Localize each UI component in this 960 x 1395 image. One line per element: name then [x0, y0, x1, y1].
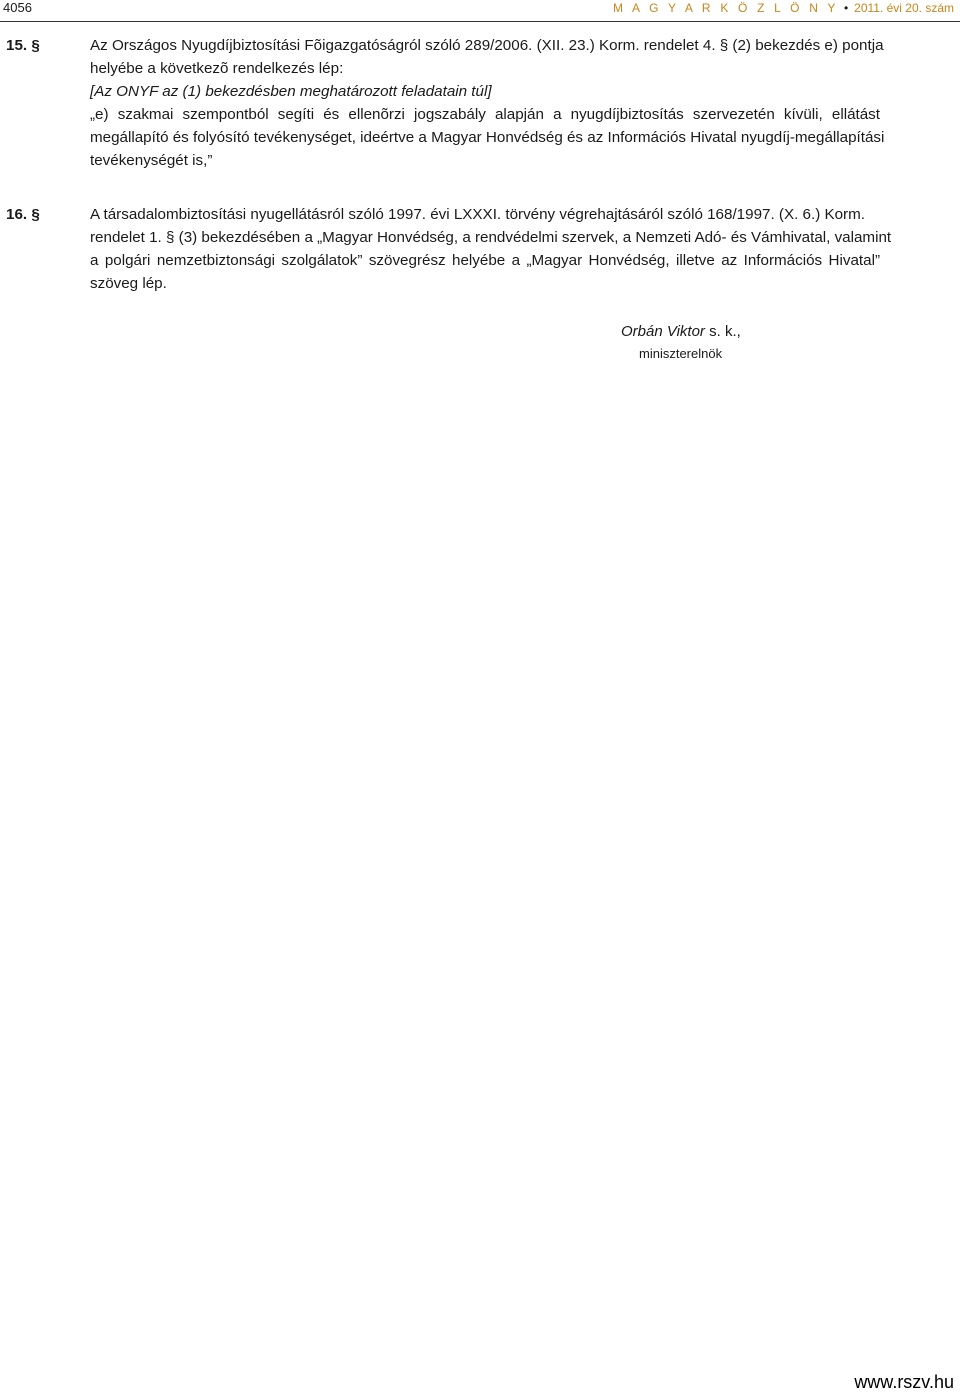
section-15-line-6: tevékenységét is,” — [90, 152, 213, 169]
signature-suffix: s. k., — [704, 323, 741, 340]
section-15-line-5: megállapító és folyósító tevékenységet, ideértve a Magyar Honvédség és az Információs Hivatal nyugdíj-megállapítási — [90, 129, 885, 146]
section-16-line-4: szöveg lép. — [90, 275, 167, 292]
header-divider — [0, 21, 960, 22]
source-watermark: www.rszv.hu — [854, 1372, 954, 1392]
section-15 — [6, 34, 885, 172]
section-16-number: 16. § — [6, 206, 40, 223]
section-15-line-2: helyébe a következõ rendelkezés lép: — [90, 60, 344, 77]
section-15-line-3: [Az ONYF az (1) bekezdésben meghatározott feladatain túl] — [90, 83, 492, 100]
section-16 — [6, 203, 892, 295]
section-15-line-4: „e) szakmai szempontból segíti és ellenõrzi jogszabály alapján a nyugdíjbiztosítás szervezetén kívüli, ellátást — [90, 106, 880, 123]
signatory-role: miniszterelnök — [639, 346, 723, 361]
section-16-line-1: A társadalombiztosítási nyugellátásról szóló 1997. évi LXXXI. törvény végrehajtásáról szóló 168/1997. (X. 6.) Korm. — [90, 206, 865, 223]
section-16-line-3: a polgári nemzetbiztonsági szolgálatok” szövegrész helyébe a „Magyar Honvédség, illetve az Információs Hivatal” — [90, 252, 880, 269]
section-15-first-line — [6, 34, 884, 57]
page-header — [0, 0, 960, 22]
signature-line — [621, 323, 741, 340]
section-15-number: 15. § — [6, 37, 40, 54]
journal-title — [613, 1, 954, 15]
section-15-line-1: Az Országos Nyugdíjbiztosítási Fõigazgatóságról szóló 289/2006. (XII. 23.) Korm. rendelet 4. § (2) bekezdés e) pontja — [90, 37, 884, 54]
issue-number: 2011. évi 20. szám — [854, 1, 954, 15]
signatory-name: Orbán Viktor — [621, 323, 705, 340]
journal-name: M A G Y A R K Ö Z L Ö N Y — [612, 1, 839, 15]
section-16-first-line — [6, 203, 876, 226]
bullet-separator: • — [843, 1, 849, 15]
page-number: 4056 — [3, 0, 32, 15]
section-16-line-2: rendelet 1. § (3) bekezdésében a „Magyar Honvédség, a rendvédelmi szervek, a Nemzeti Adó- és Vámhivatal, valamint — [90, 229, 892, 246]
